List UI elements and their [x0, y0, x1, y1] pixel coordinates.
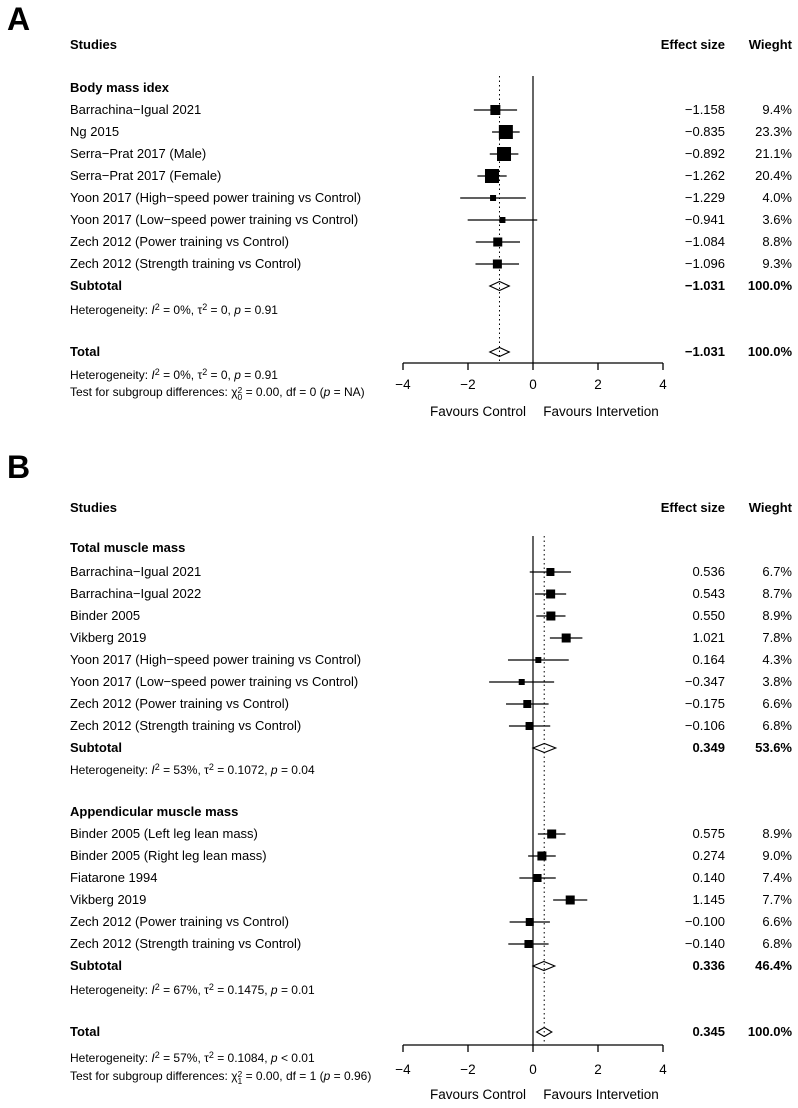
- column-header-studies: Studies: [70, 500, 117, 515]
- weight-value: 3.6%: [762, 212, 792, 227]
- study-row: [0, 867, 798, 889]
- tick-label: 2: [594, 1062, 602, 1077]
- weight-value: 23.3%: [755, 124, 792, 139]
- study-row: [0, 693, 798, 715]
- study-label: Zech 2012 (Strength training vs Control): [70, 718, 302, 733]
- effect-size-value: 0.575: [692, 826, 725, 841]
- column-header-weight: Wieght: [748, 500, 792, 515]
- effect-size-value: −0.941: [684, 212, 725, 227]
- weight-value: 20.4%: [755, 168, 792, 183]
- column-header-studies: Studies: [70, 37, 117, 52]
- column-header-row: [0, 34, 798, 56]
- weight-value: 7.4%: [762, 870, 792, 885]
- total-weight-value: 100.0%: [747, 344, 792, 359]
- subtotal-label: Subtotal: [70, 740, 122, 755]
- study-label: Zech 2012 (Power training vs Control): [70, 696, 289, 711]
- total-label: Total: [70, 1024, 101, 1039]
- total-heterogeneity-note: Heterogeneity: $I^2 = 57\%$, $\tau^2 = 0.1084$, p < 0.01: [70, 1050, 315, 1065]
- group-header-label: Appendicular muscle mass: [70, 804, 239, 819]
- subgroup-test-note: Test for subgroup differences: χ 2 1 = 0.00, df = 1 (p = 0.96): [70, 1068, 372, 1086]
- study-label: Zech 2012 (Strength training vs Control): [70, 256, 302, 271]
- study-label: Binder 2005 (Right leg lean mass): [70, 848, 267, 863]
- group-header-label: Body mass idex: [70, 80, 169, 95]
- tick-label: −4: [395, 1062, 411, 1077]
- favours-control-label: Favours Control: [429, 1087, 527, 1102]
- study-row: [0, 583, 798, 605]
- study-label: Zech 2012 (Strength training vs Control): [70, 936, 302, 951]
- weight-value: 6.8%: [762, 718, 792, 733]
- weight-value: 8.7%: [762, 586, 792, 601]
- study-row: [0, 823, 798, 845]
- subtotal-row: [0, 275, 798, 297]
- effect-size-value: −1.229: [684, 190, 725, 205]
- study-label: Yoon 2017 (High−speed power training vs Control): [70, 190, 362, 205]
- total-row: [0, 341, 798, 363]
- tick-label: 4: [659, 377, 667, 392]
- study-label: Zech 2012 (Power training vs Control): [70, 234, 289, 249]
- heterogeneity-note: Heterogeneity: $I^2 = 67\%$, $\tau^2 = 0.1475$, p = 0.01: [70, 982, 315, 997]
- effect-size-value: −0.106: [684, 718, 725, 733]
- effect-size-value: 0.274: [692, 848, 725, 863]
- tick-label: −4: [395, 377, 411, 392]
- group-header-row: [0, 537, 798, 559]
- study-label: Binder 2005: [70, 608, 141, 623]
- heterogeneity-note: Heterogeneity: $I^2 = 0\%$, $\tau^2 = 0$, p = 0.91: [70, 302, 278, 317]
- subtotal-weight-value: 53.6%: [755, 740, 792, 755]
- favours-intervention-label: Favours Intervetion: [543, 404, 659, 419]
- heterogeneity-note: Heterogeneity: $I^2 = 53\%$, $\tau^2 = 0.1072$, p = 0.04: [70, 762, 315, 777]
- weight-value: 9.3%: [762, 256, 792, 271]
- study-row: [0, 561, 798, 583]
- study-row: [0, 889, 798, 911]
- weight-value: 8.8%: [762, 234, 792, 249]
- study-row: [0, 209, 798, 231]
- subtotal-row: [0, 737, 798, 759]
- study-label: Serra−Prat 2017 (Male): [70, 146, 207, 161]
- subtotal-label: Subtotal: [70, 958, 122, 973]
- weight-value: 7.7%: [762, 892, 792, 907]
- favours-intervention-label: Favours Intervetion: [543, 1087, 659, 1102]
- weight-value: 6.6%: [762, 696, 792, 711]
- panel-label-a: A: [7, 1, 31, 37]
- effect-size-value: 0.164: [692, 652, 725, 667]
- weight-value: 4.0%: [762, 190, 792, 205]
- total-effect-value: 0.345: [692, 1024, 725, 1039]
- effect-size-value: 0.550: [692, 608, 725, 623]
- effect-size-value: −0.175: [684, 696, 725, 711]
- study-row: [0, 143, 798, 165]
- study-label: Binder 2005 (Left leg lean mass): [70, 826, 258, 841]
- weight-value: 7.8%: [762, 630, 792, 645]
- study-row: [0, 933, 798, 955]
- study-row: [0, 165, 798, 187]
- total-row: [0, 1021, 798, 1043]
- study-row: [0, 671, 798, 693]
- subgroup-test-note: Test for subgroup differences: χ 2 0 = 0.00, df = 0 (p = NA): [70, 384, 365, 402]
- subtotal-weight-value: 100.0%: [747, 278, 792, 293]
- effect-size-value: 0.543: [692, 586, 725, 601]
- effect-size-value: −1.084: [684, 234, 725, 249]
- study-label: Yoon 2017 (Low−speed power training vs Control): [70, 674, 359, 689]
- tick-label: 4: [659, 1062, 667, 1077]
- subtotal-label: Subtotal: [70, 278, 122, 293]
- study-label: Vikberg 2019: [70, 892, 147, 907]
- effect-size-value: 0.140: [692, 870, 725, 885]
- effect-size-value: 1.021: [692, 630, 725, 645]
- tick-label: 2: [594, 377, 602, 392]
- study-row: [0, 649, 798, 671]
- weight-value: 6.8%: [762, 936, 792, 951]
- effect-size-value: 0.536: [692, 564, 725, 579]
- study-label: Serra−Prat 2017 (Female): [70, 168, 222, 183]
- panel-label-b: B: [7, 449, 31, 485]
- weight-value: 8.9%: [762, 826, 792, 841]
- study-row: [0, 231, 798, 253]
- effect-size-value: −0.140: [684, 936, 725, 951]
- weight-value: 3.8%: [762, 674, 792, 689]
- study-row: [0, 605, 798, 627]
- column-header-effect-size: Effect size: [660, 37, 725, 52]
- study-row: [0, 911, 798, 933]
- effect-size-value: −1.158: [684, 102, 725, 117]
- weight-value: 4.3%: [762, 652, 792, 667]
- weight-value: 9.0%: [762, 848, 792, 863]
- total-label: Total: [70, 344, 101, 359]
- column-header-effect-size: Effect size: [660, 500, 725, 515]
- study-row: [0, 627, 798, 649]
- tick-label: 0: [529, 1062, 537, 1077]
- study-row: [0, 121, 798, 143]
- subtotal-effect-value: −1.031: [684, 278, 725, 293]
- tick-label: −2: [460, 377, 476, 392]
- study-label: Barrachina−Igual 2021: [70, 564, 202, 579]
- group-header-label: Total muscle mass: [70, 540, 186, 555]
- tick-label: −2: [460, 1062, 476, 1077]
- weight-value: 6.6%: [762, 914, 792, 929]
- group-header-row: [0, 801, 798, 823]
- study-label: Yoon 2017 (High−speed power training vs Control): [70, 652, 362, 667]
- tick-label: 0: [529, 377, 537, 392]
- study-label: Ng 2015: [70, 124, 120, 139]
- study-row: [0, 715, 798, 737]
- weight-value: 8.9%: [762, 608, 792, 623]
- study-row: [0, 253, 798, 275]
- effect-size-value: −0.100: [684, 914, 725, 929]
- study-label: Barrachina−Igual 2022: [70, 586, 202, 601]
- effect-size-value: −1.096: [684, 256, 725, 271]
- subtotal-row: [0, 955, 798, 977]
- effect-size-value: −1.262: [684, 168, 725, 183]
- subtotal-effect-value: 0.349: [692, 740, 725, 755]
- column-header-weight: Wieght: [748, 37, 792, 52]
- effect-size-value: −0.835: [684, 124, 725, 139]
- study-label: Barrachina−Igual 2021: [70, 102, 202, 117]
- study-label: Zech 2012 (Power training vs Control): [70, 914, 289, 929]
- weight-value: 9.4%: [762, 102, 792, 117]
- column-header-row: [0, 497, 798, 519]
- total-weight-value: 100.0%: [747, 1024, 792, 1039]
- favours-control-label: Favours Control: [429, 404, 527, 419]
- total-effect-value: −1.031: [684, 344, 725, 359]
- study-row: [0, 187, 798, 209]
- group-header-row: [0, 77, 798, 99]
- study-row: [0, 845, 798, 867]
- effect-size-value: −0.892: [684, 146, 725, 161]
- effect-size-value: −0.347: [684, 674, 725, 689]
- subtotal-effect-value: 0.336: [692, 958, 725, 973]
- weight-value: 6.7%: [762, 564, 792, 579]
- subtotal-weight-value: 46.4%: [755, 958, 792, 973]
- total-heterogeneity-note: Heterogeneity: $I^2 = 0\%$, $\tau^2 = 0$, p = 0.91: [70, 367, 278, 382]
- study-label: Fiatarone 1994: [70, 870, 158, 885]
- study-label: Vikberg 2019: [70, 630, 147, 645]
- weight-value: 21.1%: [755, 146, 792, 161]
- study-row: [0, 99, 798, 121]
- effect-size-value: 1.145: [692, 892, 725, 907]
- study-label: Yoon 2017 (Low−speed power training vs Control): [70, 212, 359, 227]
